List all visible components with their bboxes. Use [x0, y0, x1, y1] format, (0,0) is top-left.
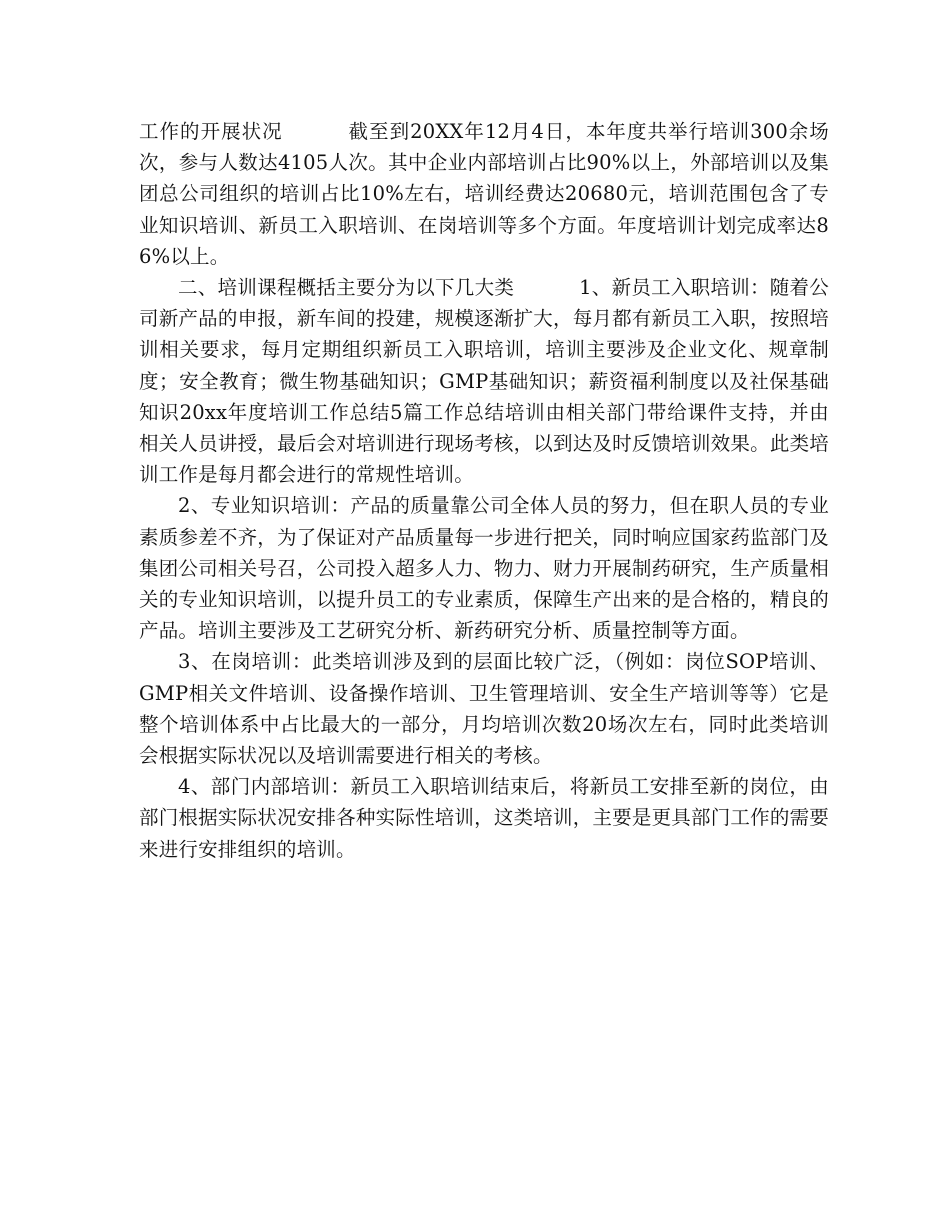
section-heading-training-status: 工作的开展状况	[139, 120, 283, 143]
document-page	[139, 116, 829, 865]
paragraph-on-the-job-training: 3、在岗培训：此类培训涉及到的层面比较广泛，（例如：岗位SOP培训、GMP相关文件培训、设备操作培训、卫生管理培训、安全生产培训等等）它是整个培训体系中占比最大的一部分，月均培训次数20场次左右，同时此类培训会根据实际状况以及培训需要进行相关的考核。	[139, 650, 829, 768]
paragraph-text-new-employee-training: 1、新员工入职培训：随着公司新产品的申报，新车间的投建，规模逐渐扩大，每月都有新员工入职，按照培训相关要求，每月定期组织新员工入职培训，培训主要涉及企业文化、规章制度；安全教育；微生物基础知识；GMP基础知识；薪资福利制度以及社保基础知识20xx年度培训工作总结5篇工作总结培训由相关部门带给课件支持，并由相关人员讲授，最后会对培训进行现场考核，以到达及时反馈培训效果。此类培训工作是每月都会进行的常规性培训。	[139, 276, 829, 487]
paragraph-text-training-status: 截至到20XX年12月4日，本年度共举行培训300余场次，参与人数达4105人次。其中企业内部培训占比90%以上，外部培训以及集团总公司组织的培训占比10%左右，培训经费达20680元，培训范围包含了专业知识培训、新员工入职培训、在岗培训等多个方面。年度培训计划完成率达86%以上。	[139, 120, 829, 268]
paragraph-training-status	[139, 116, 829, 272]
paragraph-course-overview	[139, 272, 829, 490]
paragraph-department-training: 4、部门内部培训：新员工入职培训结束后，将新员工安排至新的岗位，由部门根据实际状况安排各种实际性培训，这类培训，主要是更具部门工作的需要来进行安排组织的培训。	[139, 775, 829, 861]
section-heading-course-overview: 二、培训课程概括主要分为以下几大类	[178, 276, 515, 300]
paragraph-professional-training: 2、专业知识培训：产品的质量靠公司全体人员的努力，但在职人员的专业素质参差不齐，为了保证对产品质量每一步进行把关，同时响应国家药监部门及集团公司相关号召，公司投入超多人力、物力、财力开展制药研究，生产质量相关的专业知识培训，以提升员工的专业素质，保障生产出来的是合格的，精良的产品。培训主要涉及工艺研究分析、新药研究分析、质量控制等方面。	[139, 494, 829, 643]
